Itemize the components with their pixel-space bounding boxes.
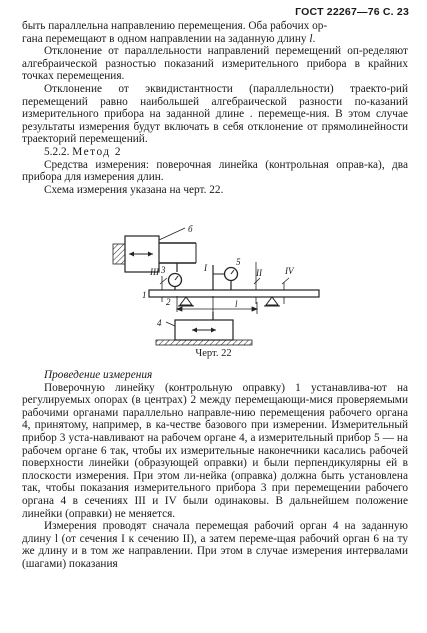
label-1: 1 (142, 290, 147, 300)
adjustable-supports-2 (178, 297, 280, 306)
label-section-III: III (150, 267, 159, 277)
label-4: 4 (157, 318, 162, 328)
method-heading: 5.2.2. Метод 2 (44, 145, 122, 158)
procedure-heading: Проведение измерения (44, 369, 153, 381)
paragraph-parallelism: Отклонение от параллельности направлений перемещений оп-ределяют алгебраической разностью показаний измерительного прибора в крайних точках перемещения. (22, 45, 408, 83)
figure-caption: Черт. 22 (195, 348, 232, 359)
procedure-text (22, 369, 408, 571)
label-section-I: I (204, 263, 207, 273)
label-2: 2 (166, 297, 171, 307)
label-b: б (188, 224, 193, 234)
page-header: ГОСТ 22267—76 С. 23 (295, 6, 409, 18)
means-of-measurement: Средства измерения: поверочная линейка (контрольная оправ-ка), два прибора для измерения длин. (22, 158, 408, 184)
test-straightedge-1 (149, 290, 319, 297)
label-5: 5 (236, 257, 241, 267)
paragraph-equidistance: Отклонение от эквидистантности (параллельности) траекто-рий перемещений равно наибольшей алгебраической разности по-казаний измерительного прибора на заданной длине . перемеще-ния. В этом случае результаты измерения будут включать в себя отклонение от прямолинейности траекторий перемещений. (22, 82, 408, 146)
label-l: l (235, 299, 238, 309)
label-section-II: II (256, 268, 262, 278)
indicator-5-icon (169, 274, 182, 291)
indicator-3-icon (213, 265, 238, 290)
label-section-IV: IV (285, 266, 294, 276)
scheme-reference: Схема измерения указана на черт. 22. (44, 183, 224, 196)
work-organ-4 (156, 312, 252, 345)
procedure-paragraph-2: Измерения проводят сначала перемещая рабочий орган 4 на заданную длину l (от сечения I к сечению II), а затем переме-щая рабочий орган 6 на ту же длину и в том же направлении. При этом в случае измерения интервалами (шагами) показания (22, 520, 408, 570)
label-3: 3 (161, 265, 166, 275)
intro-line-1: быть параллельна направлению перемещения. Оба рабочих ор- (22, 20, 328, 32)
procedure-paragraph-1: Поверочную линейку (контрольную оправку) 1 устанавлива-ют на регулируемых опорах (в центрах) 2 между перемещающи-мися проверяемыми рабочими органами параллельно направле-нию перемещения рабочего органа 4, принятому, например, в ка-честве базового при измерении. Измерительный прибор 3 уста-навливают на рабочем органе 4, а измерительный прибор 5 — на рабочем органе 6 так, чтобы их измерительные наконечники касались рабочей поверхности линейки (образующей оправки) и были перпендикулярны ей в плоскости измерения. При этом ли-нейка (оправка) должна быть установлена так, чтобы показания измерительного прибора 3 при перемещении рабочего органа 4 в сечениях III и IV были одинаковы. В дальнейшем положение линейки (оправки) не меняется. (22, 381, 408, 520)
intro-line-2: гана перемещают в одном направлении на заданную длину l. (22, 32, 316, 45)
